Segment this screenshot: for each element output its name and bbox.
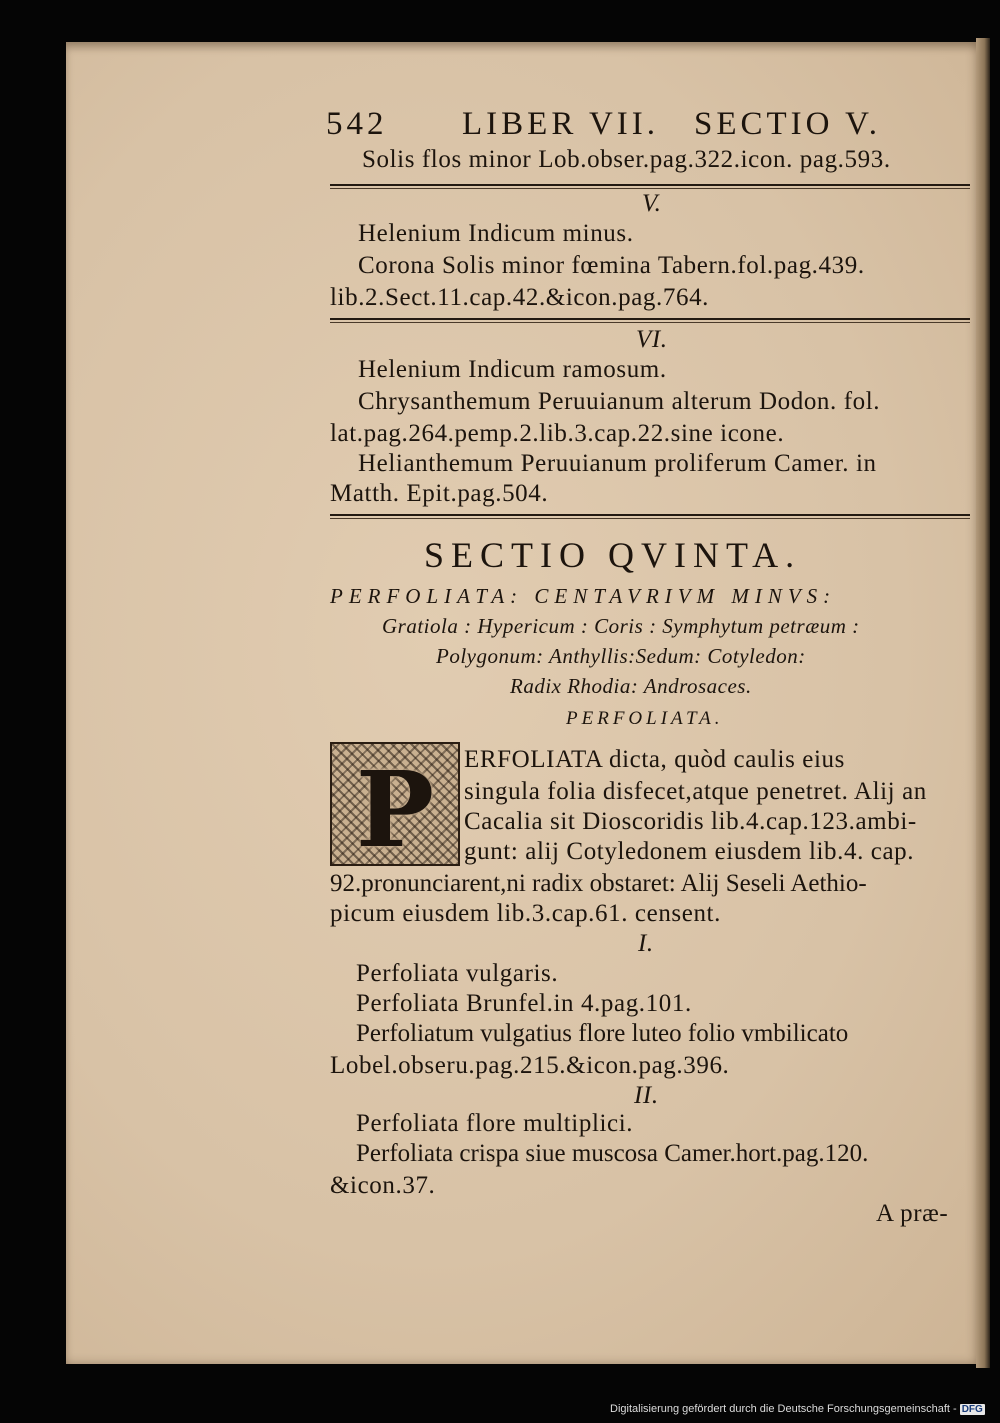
text-line: Perfoliata flore multiplici. — [356, 1110, 634, 1137]
text-line: ERFOLIATA dicta, quòd caulis eius — [464, 746, 845, 773]
section-subtitle: PERFOLIATA: CENTAVRIVM MINVS: — [330, 584, 837, 608]
section-contents-line: Gratiola : Hypericum : Coris : Symphytum petræum : — [382, 614, 860, 638]
text-line: lat.pag.264.pemp.2.lib.3.cap.22.sine icone. — [330, 420, 785, 447]
text-line: Solis flos minor Lob.obser.pag.322.icon. pag.593. — [362, 146, 891, 173]
text-line: Perfoliata crispa siue muscosa Camer.hort.pag.120. — [356, 1140, 869, 1167]
text-line: Helenium Indicum minus. — [358, 220, 634, 247]
text-line: Helianthemum Peruuianum proliferum Camer. in — [358, 450, 877, 477]
text-line: Lobel.obseru.pag.215.&icon.pag.396. — [330, 1052, 730, 1079]
text-line: Helenium Indicum ramosum. — [358, 356, 667, 383]
section-contents-line: Polygonum: Anthyllis:Sedum: Cotyledon: — [436, 644, 806, 668]
text-line: Cacalia sit Dioscoridis lib.4.cap.123.ambi- — [464, 808, 917, 835]
running-section: SECTIO V. — [694, 106, 881, 142]
text-line: Perfoliata Brunfel.in 4.pag.101. — [356, 990, 692, 1017]
text-line: Matth. Epit.pag.504. — [330, 480, 549, 507]
decorated-initial — [330, 742, 460, 871]
digitization-credit — [610, 1403, 985, 1415]
initial-letter: P — [355, 748, 435, 871]
text-line: Perfoliata vulgaris. — [356, 960, 559, 987]
numeral: II. — [634, 1082, 659, 1109]
text-line: singula folia disfecet,atque penetret. Alij an — [464, 778, 927, 805]
text-line: gunt: alij Cotyledonem eiusdem lib.4. cap. — [464, 838, 915, 865]
rule — [330, 318, 970, 320]
rule — [330, 184, 970, 186]
page-number: 542 — [326, 106, 388, 142]
numeral: VI. — [636, 326, 668, 353]
text-line: &icon.37. — [330, 1172, 436, 1199]
text-line: Corona Solis minor fœmina Tabern.fol.pag.439. — [358, 252, 865, 279]
section-heading: PERFOLIATA. — [566, 708, 724, 729]
page-edge — [976, 38, 990, 1368]
text-line: 92.pronunciarent,ni radix obstaret: Alij Seseli Aethio- — [330, 870, 867, 897]
section-title: SECTIO QVINTA. — [424, 535, 802, 575]
rule — [330, 514, 970, 516]
text-line: lib.2.Sect.11.cap.42.&icon.pag.764. — [330, 284, 710, 311]
text-line: picum eiusdem lib.3.cap.61. censent. — [330, 900, 721, 927]
section-contents-line: Radix Rhodia: Androsaces. — [510, 674, 752, 698]
catchword: A præ- — [876, 1200, 949, 1227]
text-line: Chrysanthemum Peruuianum alterum Dodon. fol. — [358, 388, 881, 415]
credit-text: Digitalisierung gefördert durch die Deutsche Forschungsgemeinschaft - — [610, 1403, 957, 1415]
text-line: Perfoliatum vulgatius flore luteo folio vmbilicato — [356, 1020, 849, 1047]
numeral: I. — [638, 930, 654, 957]
numeral: V. — [642, 190, 662, 217]
running-title: LIBER VII. — [462, 106, 660, 142]
dfg-logo-icon: DFG — [961, 1404, 983, 1415]
